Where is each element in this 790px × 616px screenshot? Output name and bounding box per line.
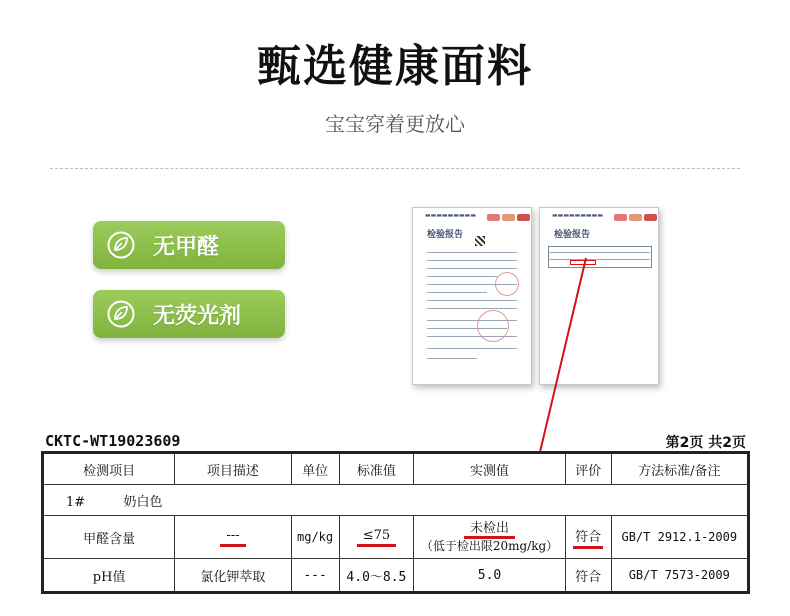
- row-description: ---: [220, 528, 245, 547]
- report-page-number: 第2页 共2页: [665, 435, 746, 451]
- document-title: 检验报告: [554, 230, 591, 240]
- row-measured: 未检出: [464, 521, 515, 539]
- column-header: 单位: [291, 453, 339, 485]
- row-result: 符合: [573, 526, 603, 549]
- test-report: [0, 428, 790, 616]
- badge-label: 无甲醛: [153, 234, 220, 260]
- row-unit: ---: [291, 559, 339, 593]
- column-header: 评价: [565, 453, 611, 485]
- row-item: pH值: [43, 559, 175, 593]
- column-header: 标准值: [339, 453, 414, 485]
- sample-row: [43, 485, 749, 516]
- row-measured: 5.0: [414, 559, 565, 593]
- report-table: [41, 451, 750, 594]
- report-document-page-1: ▬▬▬▬▬▬▬▬▬ 检验报告: [412, 207, 532, 385]
- table-header-row: [43, 453, 749, 485]
- row-standard: ≤75: [357, 528, 396, 547]
- sample-description: 奶白色: [123, 494, 163, 510]
- sample-number: 1#: [66, 494, 86, 510]
- badge-label: 无荧光剂: [153, 303, 242, 329]
- row-description: 氯化钾萃取: [175, 559, 291, 593]
- column-header: 实测值: [414, 453, 565, 485]
- row-unit: mg/kg: [291, 516, 339, 559]
- column-header: 方法标准/备注: [611, 453, 748, 485]
- row-method: GB/T 2912.1-2009: [611, 516, 748, 559]
- table-row: [43, 559, 749, 593]
- row-method: GB/T 7573-2009: [611, 559, 748, 593]
- row-measured-note: （低于检出限20mg/kg）: [420, 538, 559, 553]
- document-title: 检验报告: [427, 230, 464, 240]
- column-header: 项目描述: [175, 453, 291, 485]
- row-item: 甲醛含量: [43, 516, 175, 559]
- column-header: 检测项目: [43, 453, 175, 485]
- row-result: 符合: [565, 559, 611, 593]
- report-id: CKTC-WT19023609: [45, 432, 181, 450]
- report-document-page-2: ▬▬▬▬▬▬▬▬▬ 检验报告: [539, 207, 659, 385]
- row-standard: 4.0～8.5: [339, 559, 414, 593]
- page-title: 甄选健康面料: [257, 41, 533, 92]
- table-row: [43, 516, 749, 559]
- page-subtitle: 宝宝穿着更放心: [325, 112, 465, 136]
